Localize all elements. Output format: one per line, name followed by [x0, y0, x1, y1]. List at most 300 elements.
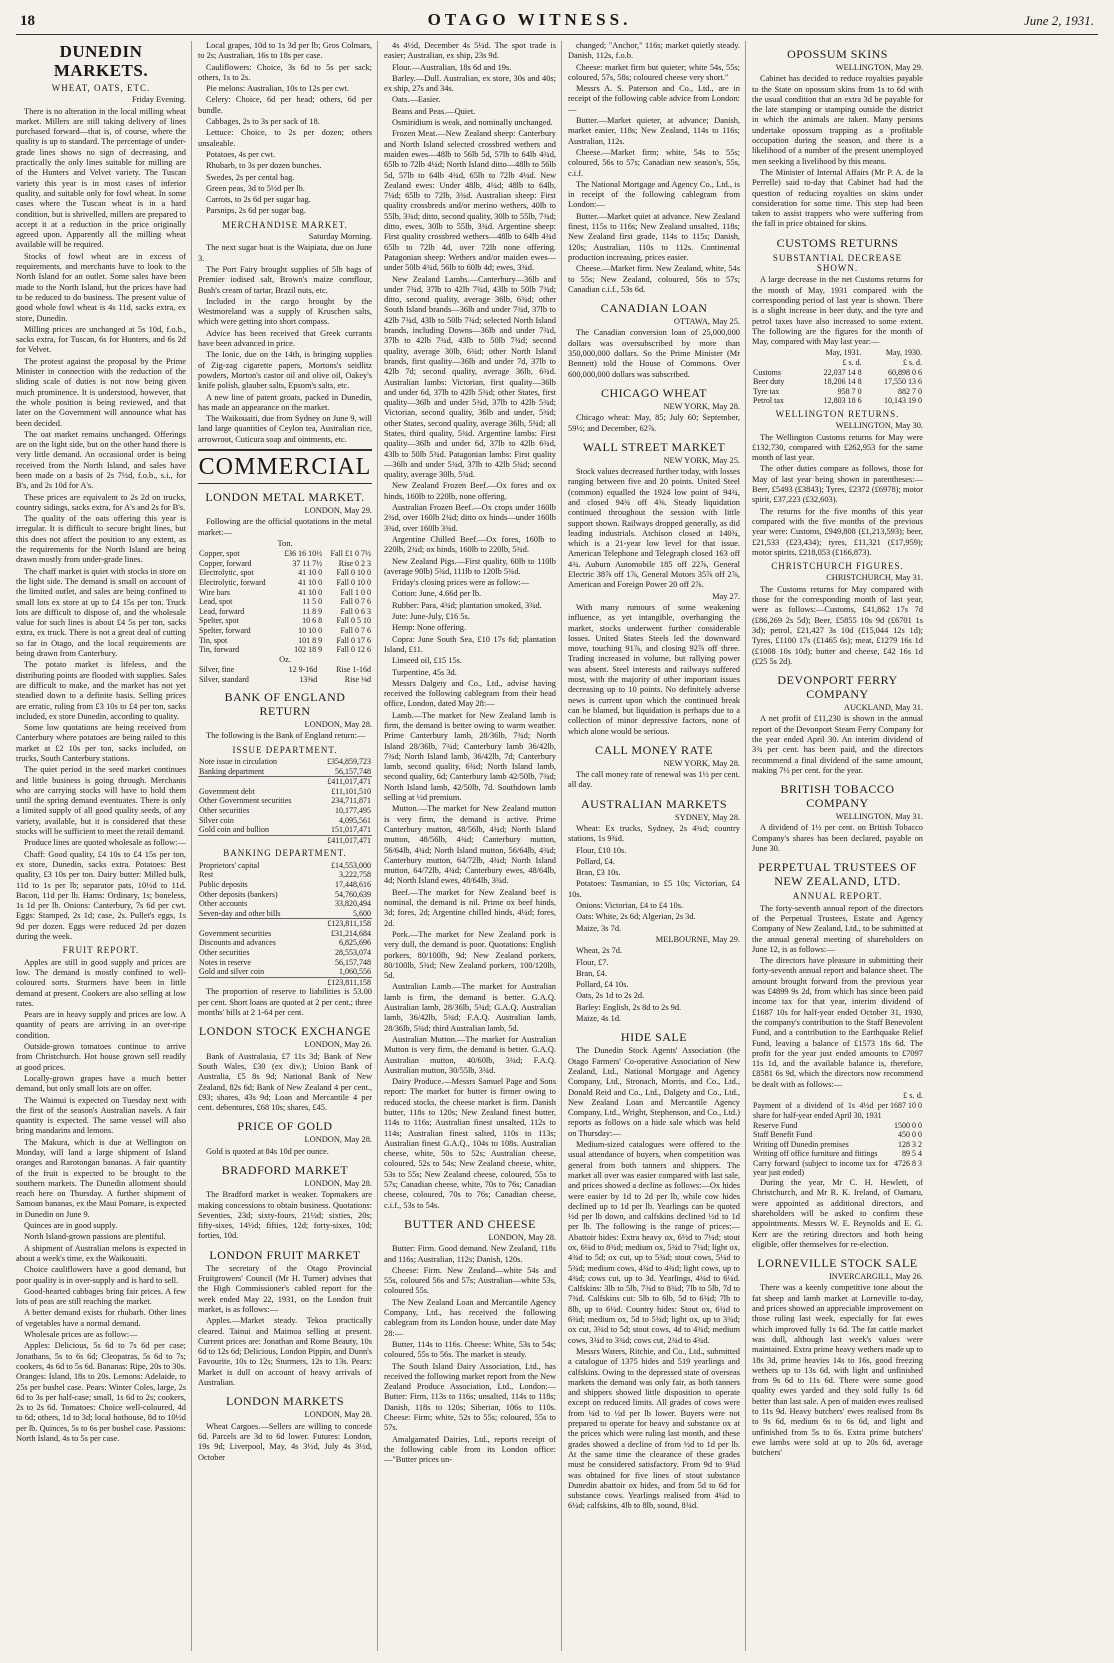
table-cell: 128 3 2 [898, 1139, 922, 1149]
table-cell: 22,037 14 8 [823, 367, 862, 377]
paragraphs [16, 107, 186, 943]
paragraph: The Makura, which is due at Wellington on Monday, will land a large shipment of Island oranges and Rarotongan bananas. A fair quantity of the fruit is expected to be brought to the southern markets. The Dunedin allotment should reach here on Thursday. A further shipment of Samoan bananas, ex the Maui Pomare, is expected in Dunedin on June 9. [16, 1137, 186, 1219]
column-4 [568, 41, 746, 1651]
paragraph: The South Island Dairy Association, Ltd., has received the following market report from the New Zealand Produce Association, Ltd., London:—Butter: Firm, 113s to 116s; unsalted, 114s to 118s; Danish, 118s to 120s; Siberian, 106s to 110s. Cheese: Firm; white, 52s to 55s; coloured, 55s to 57s. [384, 1361, 556, 1433]
paragraph: Wheat: Ex trucks, Sydney, 2s 4¾d; country stations, 1s 9¾d. [568, 824, 740, 844]
body-text: A net profit of £11,230 is shown in the annual report of the Devonport Steam Ferry Company for the year ended April 30. An interim dividend of 3¾ per cent. has been paid, and the directors recommend a final dividend of the same amount, making 7½ per cent. for the year. [752, 714, 923, 775]
table-cell: Fall 0 10 0 [336, 568, 371, 578]
table-cell: Fall £1 0 7½ [330, 549, 371, 559]
table-cell: 12 9-16d [288, 665, 318, 674]
dateline: LONDON, May 28. [304, 1410, 372, 1420]
table-cell: 3,222,758 [339, 870, 371, 880]
table-units-row [752, 358, 923, 368]
masthead [16, 10, 1098, 35]
table-cell: Tin, spot [199, 635, 228, 645]
paragraph: Oats.—Easier. [392, 95, 441, 105]
paragraph: New Zealand Frozen Beef.—Ox fores and ox hinds, 160lb to 220lb, none offering. [384, 481, 556, 501]
paragraph: Butter: Firm. Good demand. New Zealand, 118s and 116s; Australian, 112s; Danish, 120s. [384, 1244, 556, 1264]
unit-label: Ton. [277, 538, 293, 548]
table-cell: Silver, fine [199, 665, 235, 674]
paragraph: The Port Fairy brought supplies of 5lb bags of Premier iodised salt, Brown's maize cornflour, Bush's cream of tartar, Brazil nuts, etc. [198, 264, 372, 295]
table-cell: £31,214,684 [331, 928, 371, 938]
table-row [198, 870, 372, 880]
body-text: Bank of Australasia, £7 11s 3d; Bank of New South Wales, £30 (ex div.); Union Bank of Australia, £5 8s 9d; National Bank of New Zealand, 82s 6d; Bank of New Zealand 4 per cent., £93; shares, 43s 9d; Loan and Mercantile 4 per cent. debentures, £68 10s; shares, £45. [198, 1051, 372, 1113]
dateline: Friday Evening. [132, 95, 186, 105]
subhead-annual-report: ANNUAL REPORT. [792, 891, 883, 902]
table-cell: Writing off office furniture and fittings [753, 1149, 878, 1159]
dateline: NEW YORK, May 25. [663, 455, 740, 465]
table-cell: Note issue in circulation [199, 757, 277, 767]
table-cell: 450 0 0 [898, 1130, 922, 1140]
paragraph: Australian Frozen Beef.—Ox crops under 160lb 2¾d, over 160lb 2¾d; ditto ox hinds—under 160lb 3¾d, over 160lb 3¾d. [384, 503, 556, 533]
table-cell: Rise 0 2 3 [338, 558, 371, 568]
table-row [198, 568, 372, 578]
paragraph: Pie melons: Australian, 10s to 12s per cwt. [206, 84, 350, 94]
paragraph: North Island-grown passions are plentiful. [24, 1232, 166, 1242]
paragraph: New Zealand Pigs.—First quality, 60lb to 110lb (average 90lb) 5¾d, 111lb to 120lb 5¾d. [384, 556, 556, 576]
subhead-issue-department: ISSUE DEPARTMENT. [232, 744, 338, 755]
table-header: May, 1930. [885, 348, 922, 358]
table-row [198, 796, 372, 806]
paragraph: Copra: June South Sea, £10 17s 6d; plantation Island, £11. [384, 634, 556, 654]
table-cell: £36 16 10½ [284, 549, 323, 559]
paragraph: The Minister of Internal Affairs (Mr P. A. de la Perrelle) said to-day that Cabinet had had the question of reducing royalties on skins under consideration for some time. This step had been taken to assist trappers who were suffering from the fall in price obtained for skins. [752, 167, 923, 229]
paragraph: Cabinet has decided to reduce royalties payable to the State on opossum skins from 1s to 6d with the usual condition that an extra 3d be payable for the late stamping or stamping outside the district in which the animals are taken. Many persons undertake opossum trapping as a profitable occupation during the season, and there is a likelihood of a number of the present unemployed men seeking a livelihood by this means. [752, 74, 923, 166]
table-cell: £ s. d. [842, 358, 862, 368]
table-cell: Staff Benefit Fund [753, 1130, 813, 1140]
article-title-price-of-gold: PRICE OF GOLD [237, 1119, 333, 1134]
table-cell: 151,017,471 [331, 825, 371, 835]
paragraphs [16, 958, 186, 1445]
table-cell: Beer duty [753, 377, 785, 387]
paragraph: Flour.—Australian, 18s 6d and 19s. [392, 62, 512, 72]
article-title-butter-cheese: BUTTER AND CHEESE [404, 1216, 536, 1231]
table-row [752, 377, 923, 387]
table-row [198, 675, 372, 685]
table-row [198, 948, 372, 958]
table-cell: 958 7 0 [837, 386, 862, 396]
table-cell: Fall 0 10 0 [336, 577, 371, 587]
table-cell: 56,157,748 [335, 957, 371, 967]
table-cell: Customs [753, 367, 782, 377]
paragraph: The oat market remains unchanged. Offerings are on the light side, but on the other hand there is very little demand. An occasional order is being received from the North Island, and sales have been made on a basis of 2s 7½d, f.o.b., s.i., for B's, and 2s 10d for A's. [16, 429, 186, 491]
article-title-canadian-loan: CANADIAN LOAN [600, 301, 708, 316]
table-cell: £ s. d. [902, 358, 922, 368]
table-cell: 41 10 0 [298, 568, 323, 578]
paragraph: Linseed oil, £15 15s. [392, 656, 463, 666]
dateline: Saturday Morning. [308, 232, 372, 242]
table-cell: 17,550 13 6 [884, 377, 922, 387]
dateline: LONDON, May 28. [304, 1179, 372, 1188]
paragraph: changed; "Anchor," 116s; market quietly steady. Danish, 112s, f.o.b. [568, 41, 740, 61]
table-row [752, 368, 923, 378]
table-row [198, 665, 372, 675]
paragraph: Onions: Victorian, £4 to £4 10s. [576, 901, 684, 911]
paragraph: Dairy Produce.—Messrs Samuel Page and Sons report: The market for butter is firmer owing to reduced stocks, the cheese market is firm. Danish butter, 118s to 120s; New Zealand finest butter, 114s to 116s; Australian finest unsalted, 112s to 114s; Australian finest salted, 110s to 113s; Australian finest G.A.Q., 104s to 108s. Australian cheese, white, 50s to 52s; Australian cheese, coloured, 52s to 54s; New Zealand cheese, white, 53s to 55s; New Zealand cheese, coloured, 55s to 57s; Canadian cheese, white, 70s to 76s; Canadian cheese, coloured, 70s to 76s; Canadian cheese, c.i.f., 53s to 54s. [384, 1077, 556, 1210]
paragraph: The directors have pleasure in submitting their forty-seventh annual report and balance sheet. The amount brought forward from the previous year was £4899 9s 2d, from which has since been paid income tax for that year, interim dividend of £1687 10s for half-year ended October 31, 1930, the company's contribution to the Staff Benevolent Fund, and a contribution to the Earthquake Relief Fund, leaving a balance of £1573 18s 6d. The profit for the year just ended amounts to £7097 11s 1d, and the available balance is, therefore, £8581 6s 9d, which the directors now recommend be dealt with as follows:— [752, 956, 923, 1089]
paragraphs [198, 243, 372, 445]
column-5 [752, 41, 928, 1651]
paragraph: Cabbages, 2s to 3s per sack of 18. [206, 117, 320, 127]
banking-table [198, 861, 372, 988]
table-cell: Notes in reserve [199, 957, 251, 967]
paragraphs [568, 824, 740, 934]
article-title-devonport: DEVONPORT FERRY COMPANY [777, 673, 898, 702]
article-title-dunedin-markets: DUNEDIN MARKETS. [53, 42, 149, 80]
table-cell: Fall 0 5 10 [336, 616, 371, 626]
unit-label: £ s. d. [902, 1091, 923, 1101]
table-cell: Tyre tax [753, 386, 780, 396]
table-row [198, 607, 372, 617]
subhead-banking-department: BANKING DEPARTMENT. [223, 848, 347, 859]
paragraph: Flour, £7. [576, 957, 609, 967]
paragraph: New Zealand Lambs.—Canterbury—36lb and under 7¾d, 37lb to 42lb 7¾d, 43lb to 50lb 7¾d; ditto, second quality, average 36lb, 6¾d; other South Island brands—36lb and under 7¾d, 37lb to 42lb 7¾d, 43lb to 50lb 7¾d; selected North Island brands, including Downs—36lb and under 7¾d, 37lb to 42lb 7¾d, 43lb to 50lb 7¾d; second quality, average 30lb, 6¾d; other North Island brands, first quality—36lb and under 7d, 37lb to 42lb 7d; second quality, average 36lb, 6¾d. Australian lambs: Victorian, first quality—36lb and under 6d, 37lb to 42lb 5¾d; other States, first quality—36lb and under 5¾d, 37lb to 42lb 5¾d; Victorian, second quality, 36lb and under, 5¾d; other States, second quality, average 36lb, 5¾d; all States, third quality, 5¾d. Argentine lambs: First quality—36lb and under 6d, 37lb to 42lb 6¾d, 43lb to 50lb 5¾d. Patagonian lambs: First quality—36lb and under 5¾d, 37lb to 42lb 5¾d; second quality, average 30lb, 5¾d. [384, 274, 556, 480]
dateline: LONDON, May 28. [304, 1135, 372, 1145]
table-row [752, 1121, 923, 1131]
paragraph: The Ionic, due on the 14th, is bringing supplies of Zig-zag cigarette papers, Mortons's seidlitz powders, Morton's castor oil and olive oil, Oakey's knife polish, glauber salts, Epsom's salts, etc. [198, 350, 372, 391]
table-row [752, 1101, 923, 1120]
table-cell: 11 8 9 [302, 606, 323, 616]
table-total: £411,017,471 [315, 777, 372, 787]
table-cell: 10,143 19 0 [884, 396, 922, 406]
article-title-australian-markets: AUSTRALIAN MARKETS [580, 796, 727, 811]
paragraphs [384, 41, 556, 1211]
paragraph: Mutton.—The market for New Zealand mutton is very firm, the demand is active. Prime Canterbury mutton, 48/56lb, 4¾d; North Island mutton, 48/56lb, 4¾d; Canterbury mutton, 56/64lb, 4¾d; North Island mutton, 56/64lb, 4¾d; Canterbury mutton, 64/72lb, 4¾d; North Island mutton, 64/72lb, 4¾d; Canterbury ewes, 48/64lb, 4d; North Island ewes, 48/64lb, 3¾d. [384, 804, 556, 886]
table-row [198, 890, 372, 900]
paragraph: Messrs Dalgety and Co., Ltd., advise having received the following cablegram from their head office, London, dated May 28:— [384, 678, 556, 709]
table-cell: Carry forward (subject to income tax for year just ended) [753, 1158, 888, 1178]
table-cell: Public deposits [199, 879, 248, 889]
paragraph: Friday's closing prices were as follow:— [392, 578, 530, 588]
subhead-christchurch-figures: CHRISTCHURCH FIGURES. [771, 561, 904, 572]
table-cell: 33,820,494 [335, 899, 371, 909]
paragraph: Apples: Delicious, 5s 6d to 7s 6d per case; Jonathans, 5s to 6s 6d; Cleopatras, 5s 6d to 7s; cookers, 4s 6d to 5s 6d. Bananas: Ripe, 20s to 30s. Oranges: Island, 18s to 20s. Lemons: Adelaide, to 25s per bushel case. Pears: Winter Coles, large, 2s 6d to 3s per half-case; small, 1s 6d to 2s; cookers, 2s to 2s 6d. Tomatoes: Choice well-coloured, 4d to 6d; others, 1d to 3d; local hothouse, 8d to 10½d per lb. Quinces, 5s to 6s per bushel case. Passions: North Island, 4s to 5s per case. [16, 1341, 186, 1443]
table-cell: 1,060,556 [339, 967, 371, 977]
table-row [198, 899, 372, 909]
column-1 [16, 41, 192, 1651]
table-cell: 11 5 0 [302, 597, 323, 607]
paragraph: Medium-sized catalogues were offered to the usual attendance of buyers, when competition was general from both tanners and shippers. The market all over was easier compared with last sale, and prices showed a decline as follows:—Ox hides were easier by 1d to 2d per lb, while cow hides declined up to 1d per lb. Yearlings can be quoted ½d per lb down, and calfskins declined ½d to 1d per lb. The following is the range of prices:—Abattoir hides: Extra heavy ox, 6½d to 7¼d; stout ox, 6¼d to 8¾d; medium ox, 5¾d to 7¼d; light ox, 4¾d to 5d; ox cut, up to 5¾d; stout cows, 5¼d to 5¾d; medium cows, 4¾d to 4¾d; light cows, up to 4¾d; cows cut, up to 3d. Yearlings, 4¾d to 6¼d. Calfskins: 3lb to 5lb, 7¾d to 8¾d; 7lb to 5lb, 7d to 7¾d. Calfskins cut: 5lb to 6lb, 5d to 6¾d; 7lb to 8lb, up to 6¼d. Country hides: Stout ox, 6¾d to 6¾d; medium ox, 5d to 5¾d; light ox, up to 3¾d; ox cut, 3¾d to 5d; stout cows, 4d to 4¾d; medium cows, 3¾d to 3¾d; cows cut, 2¾d to 4¾d. [568, 1140, 740, 1345]
table-row [752, 1159, 923, 1178]
appropriation-table [752, 1101, 923, 1178]
paragraph: A shipment of Australian melons is expected in about a week's time, ex the Waikouaiti. [16, 1243, 186, 1263]
article-title-bank-of-england: BANK OF ENGLAND RETURN [224, 690, 346, 719]
dateline: LONDON, May 28. [304, 720, 372, 730]
table-cell: 102 18 9 [294, 645, 323, 655]
dateline: SYDNEY, May 28. [675, 812, 740, 822]
table-cell: Gold coin and bullion [199, 825, 269, 835]
paragraph: Chaff: Good quality, £4 10s to £4 15s per ton, ex store, Dunedin, sacks extra. Potatoes: Best quality, £3 10s per ton. Dairy butter: Milled bulk, 11d to 1s per lb; separator pats, 10½d to 11d. Bacon, 11d per lb. Hams: Ordinary, 1s; boneless, 1s 1d per lb. Onions: Canterbury, 7s 6d per cwt. Eggs: Stamped, 2s 1d; case, 2s. Pullet's eggs, 1s 9d per dozen. Eggs were reduced 2d per dozen during the week. [16, 849, 186, 942]
body-text: Stock values decreased further today, with losses ranging between five and 20 points. United Steel (common) equalled the 1924 low point of 94¾, and closed 94¾ off 4⅜. Steady liquidation continued throughout the session with little support shown. Railways dropped generally, as did leading industrials. Atchison closed at 140¾, which is a 21-year low level for that issue. American Telephone and Telegraph closed 163 off 4¾. Auburn Automobile 185 off 22⅞, General Electric 38⅞ off 1⅞, General Motors 35⅞ off 2⅞, American and Foreign Power 20 off 2⅞. [568, 467, 740, 590]
paragraph: Cheese: market firm but quieter; white 54s, 55s; coloured, 57s, 58s; coloured cheese very short." [568, 62, 740, 82]
table-cell: Copper, spot [199, 549, 240, 559]
paragraph: Beef.—The market for New Zealand beef is nominal, the demand is nil. Prime ox beef hinds, 3d; fores, 2d; Argentine chilled hinds, 4¼d; fores, 2d. [384, 887, 556, 928]
paragraph: There is no alteration in the local milling wheat market. Millers are still taking delivery of lines purchased forward—that is, of course, where the quality is up to standard. The percentage of under-grade lines shows no sign of decreasing, and practically the only lines suitable for milling are of the Hunters and Velvet variety. The Tuscan variety this year is in most cases of inferior quality, and suitable only for fowl wheat. In some cases where the Tuscan wheat is in a hard condition, but is shrivelled, millers are prepared to accept it at a reduction in the price originally agreed upon. Apparently all the milling wheat available will be required. [16, 106, 186, 250]
table-cell: Rest [199, 870, 214, 880]
article-title-opossum: OPOSSUM SKINS [787, 47, 888, 61]
paragraph: Butter, 114s to 116s. Cheese: White, 53s to 54s; coloured, 55s to 56s. The market is steady. [384, 1339, 556, 1360]
table-cell: 89 5 4 [902, 1149, 922, 1159]
paragraph: The potato market is lifeless, and the distributing points are flooded with supplies. Sales are difficult to make, and the market has not yet steadied down to a definite basis. Selling prices are erratic, ruling from £3 10s to £4 per ton, sacks included, ex store Dunedin, according to quality. [16, 660, 186, 721]
table-header [752, 348, 802, 358]
table-cell: Discounts and advances [199, 938, 276, 948]
table-cell: Tin, forward [199, 645, 240, 655]
paragraph: Cheese: Firm. New Zealand—white 54s and 55s, coloured 56s and 57s; Australian—white 53s, coloured 55s. [384, 1265, 556, 1296]
subhead-wheat-oats: WHEAT, OATS, ETC. [51, 83, 151, 93]
body-text: Apples.—Market steady. Tekoa practically cleared. Tainui and Maimoa selling at present. Current prices are: Jonathan and Rome Beauty, 10s 6d to 12s 6d; Delicious, London Pippin, and Dunn's Favourite, 10s to 12s; Sturmers, 12s to 13s. Pears: Market is dull on account of heavy arrivals of Australian. [198, 1316, 372, 1388]
paragraph: The quality of the oats offering this year is irregular. It is difficult to secure bright lines, but this does not affect the position to any extent, as the requirements for the North Island are being drawn mostly from under-grade lines. [16, 514, 186, 565]
paragraph: Barley: English, 2s 8d to 2s 9d. [576, 1002, 682, 1012]
dateline: WELLINGTON, May 30. [835, 421, 923, 431]
table-cell: 37 11 7½ [292, 558, 323, 568]
paragraph: The other duties compare as follows, those for May of last year being shown in parentheses:—Beer, £5493 (£3843); Tyres, £2372 (£6978); motor spirit, £37,223 (£32,603). [752, 464, 923, 505]
paragraph: Wholesale prices are as follow:— [24, 1330, 138, 1340]
body-text: A large decrease in the net Customs returns for the month of May, 1931 compared with the corresponding period of last year is shown. There is a slight increase in beer duty, and the tyre and petrol taxes have also increased to some extent. The following are the figures for the month of May, compared with May last year:— [752, 275, 923, 347]
metal-table [198, 549, 372, 655]
body-text: The call money rate of renewal was 1½ per cent. all day. [568, 770, 740, 790]
table-cell [752, 358, 802, 368]
subhead-merchandise: MERCHANDISE MARKET. [222, 219, 348, 230]
table-cell: 234,711,871 [331, 796, 371, 806]
table-cell: 13⅜d [299, 674, 318, 684]
paragraph: Lamb.—The market for New Zealand lamb is firm, the demand is better owing to warm weather. Prime Canterbury lamb, 28/36lb, 7¾d; North Island 28/36lb, 7¾d; Canterbury lamb 36/42lb, 7¾d; North Island lamb, 36/42lb, 7d; Canterbury lamb, second quality, 6¾d; North Island lamb, second quality, 6d; Canterbury lamb 42/50lb, 7¾d; North Island lamb, 42/50lb, 7d. Southdown lamb selling at ½d premium. [384, 710, 556, 803]
paragraph: Swedes, 2s per cental bag. [206, 172, 295, 182]
paragraph: The Waimui is expected on Tuesday next with the first of the season's Australian navels. A fair quantity is expected. The same vessel will also bring mandarins and lemons. [16, 1095, 186, 1136]
table-cell: 6,825,696 [339, 938, 371, 948]
paragraphs [568, 946, 740, 1024]
table-cell: 5,600 [353, 908, 371, 918]
paragraph: Cauliflowers: Choice, 3s 6d to 5s per sack; others, 1s to 2s. [198, 62, 372, 82]
paper-title: OTAGO WITNESS. [427, 10, 632, 29]
paragraph: Bran, £3 10s. [576, 868, 621, 878]
table-row [752, 1140, 923, 1150]
table-row [198, 825, 372, 835]
paragraph: Osmiridium is weak, and nominally unchanged. [392, 118, 553, 128]
paragraph: Rhubarb, to 3s per dozen bunches. [206, 161, 322, 171]
column-2 [198, 41, 378, 1651]
table-total: £411,017,471 [315, 835, 372, 845]
table-cell: 4,095,561 [339, 815, 371, 825]
paragraph: Pollard, £4. [576, 856, 615, 866]
table-cell: Government securities [199, 928, 272, 938]
table-cell: 54,760,639 [335, 889, 371, 899]
dateline: WELLINGTON, May 31. [835, 812, 923, 822]
paragraph: Apples are still in good supply and prices are low. The demand is mostly confined to well-coloured sorts. Sturmers have been in little demand at present. Cookers are also selling at low rates. [16, 957, 186, 1008]
paragraph: The protest against the proposal by the Prime Minister in connection with the reduction of the sliding scale of duties is not now being given much prominence. It is understood, however, that the whole position is being reviewed, and that later on the Government will announce what has been decided. [16, 356, 186, 428]
paragraph: Messrs Waters, Ritchie, and Co., Ltd., submitted a catalogue of 1375 hides and 519 yearlings and calfskins. Owing to the depressed state of overseas markets the demand was only fair, as both tanners and shippers showed little disposition to operate except on reduced limits. All grades of cows were from ¼d to ½d per lb lower. Buyers were not prepared to operate for heavy and substance ox at the prices which were ruling last month, and these grades showed a decline of from ½d to 1d per lb. At the same time the clearance of these grades must be considered satisfactory. From 9d to 9¾d was obtained for five lines of stout substance Dunedin abattoir ox hides, and from 5d to 6d for substance cows. Yearlings realised from 4¼d to 6¼d; calfskins, 4lb to 8lb, sound, 8¾d. [568, 1346, 740, 1511]
table-row [198, 967, 372, 977]
table-row [198, 816, 372, 826]
table-row [752, 387, 923, 397]
intro-text: Following are the official quotations in the metal market:— [198, 517, 372, 537]
silver-table [198, 665, 372, 684]
table-header-row [752, 348, 923, 358]
paragraph: Cheese.—Market firm. New Zealand, white, 54s to 55s; New Zealand, coloured, 56s to 57s; Canadian c.i.f., 53s 6d. [568, 264, 740, 294]
table-cell: 882 7 0 [898, 386, 922, 396]
body-text: Chicago wheat: May, 85; July 60; September, 59½; and December, 62⅞. [568, 413, 740, 433]
table-cell: 101 8 9 [298, 635, 323, 645]
article-title-perpetual-trustees: PERPETUAL TRUSTEES OF NEW ZEALAND, LTD. [758, 860, 917, 889]
table-cell: 4726 8 3 [894, 1158, 922, 1168]
table-cell: Government debt [199, 786, 255, 796]
paragraph: Argentine Chilled Beef.—Ox fores, 160lb to 220lb, 2¾d; ox hinds, 160lb to 220lb, 5¾d. [384, 534, 556, 555]
table-cell: Other deposits (bankers) [199, 889, 278, 899]
table-row [752, 1130, 923, 1140]
paragraph: Outside-grown tomatoes continue to arrive from Christchurch. Hot house grown sell readily at good prices. [16, 1042, 186, 1072]
paragraph: The chaff market is quiet with stocks in store on the light side. The demand is small on account of the limited outlet, and sales are being confined to small lots ex store at up to £4 15s per ton. Truck lots are difficult to dispose of, and the wholesale value for such lines is about £4 5s per ton, sacks extra, ex truck. There is not a great deal of cutting so far in Otago, and the local requirements are being drawn from Canterbury. [16, 566, 186, 659]
paragraph: Good-hearted cabbages bring fair prices. A few lots of peas are still reaching the market. [16, 1286, 186, 1307]
table-cell: 56,157,748 [335, 766, 371, 776]
table-total: £123,811,158 [310, 977, 372, 987]
paragraph: Produce lines are quoted wholesale as follow:— [24, 838, 186, 848]
table-cell: Gold and silver coin [199, 967, 265, 977]
paragraph: Lettuce: Choice, to 2s per dozen; others unsaleable. [198, 128, 372, 148]
paragraph: Rubber: Para, 4¾d; plantation smoked, 3¾d. [392, 600, 542, 610]
table-cell: 12,803 18 6 [823, 396, 862, 406]
paragraph: Jute: June-July, £16 5s. [392, 612, 470, 622]
table-total: £123,811,158 [310, 919, 372, 929]
body-text: The Customs returns for May compared with those for the corresponding month of last year, were as follows:—Customs, £41,862 17s 7d (£86,269 2s 5d); Beer, £5855 10s 9d (£6701 1s 3d); petrol, £21,427 3s 10d (£15,044 12s 1d); Tyres, £1100 17s (£1465 6s); meat, £1279 16s 1d (£1008 10s 10d); butter and cheese, £42 16s 1d (£25 5s 2d). [752, 584, 923, 666]
table-cell: Rise ⅛d [344, 674, 371, 684]
paragraph: Oats: White, 2s 6d; Algerian, 2s 3d. [576, 912, 696, 922]
paragraph: Australian Mutton.—The market for Australian Mutton is very firm, the demand is better. G.A.Q. Australian mutton, 40/60lb, 3¾d; F.A.Q. Australian mutton, 30/55lb, 3¾d. [384, 1034, 556, 1075]
paragraph: Choice cauliflowers have a good demand, but poor quality is in over-supply and is hard to sell. [16, 1265, 186, 1285]
paragraph: Wheat, 2s 7d. [576, 946, 623, 956]
table-cell: Other securities [199, 806, 250, 816]
table-row [198, 909, 372, 919]
table-row [198, 645, 372, 655]
table-row [198, 880, 372, 890]
paragraph: The National Mortgage and Agency Co., Ltd., is in receipt of the following cablegram from London:— [568, 179, 740, 210]
paragraph: Maize, 3s 7d. [576, 923, 622, 933]
paragraph: Potatoes, 4s per cwt. [206, 149, 276, 159]
table-row [198, 578, 372, 588]
paragraphs [752, 904, 923, 1090]
paragraph: Australian Lamb.—The market for Australian lamb is firm, the demand is better. G.A.Q. Australian lamb, 28/36lb, 5¾d; G.A.Q. Australian lamb, 36/42lb, 5¾d; F.A.Q. Australian lamb, 28/36lb, 5¾d; third Australian lamb, 5d. [384, 982, 556, 1033]
table-cell: 18,206 14 8 [823, 377, 862, 387]
dateline: WELLINGTON, May 29. [835, 63, 923, 72]
paragraph: 4s 4½d, December 4s 5¼d. The spot trade is easier; Australian, ex ship, 23s 9d. [384, 41, 556, 61]
body-text: The Canadian conversion loan of 25,000,000 dollars was oversubscribed by more than 350,000,000 dollars. So the Prime Minister (Mr Bennett) told the House of Commons. Over 600,000,000 dollars was subscribed. [568, 328, 740, 379]
paragraph: The next sugar boat is the Waipiata, due on June 3. [198, 243, 372, 263]
article-title-call-money: CALL MONEY RATE [595, 742, 713, 757]
body-text: Wheat Cargoes.—Sellers are willing to concede 6d. Parcels are 3d to 6d lower. Futures: London, 19s 9d; Liverpool, May, 4s 3½d, July 4s 3½d, October [198, 1421, 372, 1462]
table-row [198, 861, 372, 871]
paragraph: Amalgamated Dairies, Ltd., reports receipt of the following cable from its London office:—"Butter prices un- [384, 1434, 556, 1465]
article-title-stock-exchange: LONDON STOCK EXCHANGE [198, 1024, 372, 1039]
table-cell: 1687 10 0 [890, 1101, 922, 1111]
table-cell: Fall 0 17 6 [336, 635, 371, 645]
paragraph: Included in the cargo brought by the Westmoreland was a supply of Kruschen salts, which were getting into short compass. [198, 296, 372, 327]
paragraph: The Waikouaiti, due from Sydney on June 9, will land large quantities of Ceylon tea, Australian rice, arrowroot, Cuticura soap and ointments, etc. [198, 414, 372, 444]
table-cell: £354,859,723 [327, 757, 371, 767]
dateline: May 27. [712, 591, 740, 601]
table-row [198, 616, 372, 626]
dateline: OTTAWA, May 25. [673, 317, 740, 327]
table-cell: Fall 1 0 0 [340, 587, 371, 597]
table-cell: Seven-day and other bills [199, 908, 281, 918]
article-title-metal-market: LONDON METAL MARKET. [205, 489, 365, 504]
table-cell: Spelter, forward [199, 625, 251, 635]
article-title-london-markets: LONDON MARKETS [226, 1394, 344, 1409]
article-title-london-fruit: LONDON FRUIT MARKET [209, 1247, 361, 1262]
table-row [198, 588, 372, 598]
table-cell: 10 10 0 [298, 625, 323, 635]
table-cell: Wire bars [199, 587, 230, 597]
table-cell: Petrol tax [753, 396, 784, 406]
page-number: 18 [20, 13, 35, 29]
subhead-wellington-returns: WELLINGTON RETURNS. [775, 408, 900, 419]
paragraph: Hemp: None offering. [392, 623, 467, 633]
table-cell: Writing off Dunedin premises [753, 1139, 849, 1149]
table-row [198, 636, 372, 646]
paragraphs [568, 1046, 740, 1511]
dateline: CHRISTCHURCH, May 31. [826, 573, 923, 583]
table-cell: Electrolytic, forward [199, 577, 266, 587]
paragraph: Oats, 2s 1d to 2s 2d. [576, 991, 645, 1001]
paragraph: Pollard, £4 10s. [576, 980, 629, 990]
table-cell: 1500 0 0 [894, 1120, 922, 1130]
table-cell: Silver coin [199, 815, 234, 825]
paragraph: The returns for the five months of this year compared with the five months of the previous year were: Customs, £949,808 (£1,213,593); beer, £21,533 (£23,434); tyres, £11,321 (£17,959); motor spirits, £218,053 (£166,873). [752, 506, 923, 557]
paragraph: Turpentine, 45s 3d. [392, 667, 457, 677]
article-title-british-tobacco: BRITISH TOBACCO COMPANY [780, 782, 895, 811]
table-row [198, 958, 372, 968]
table-cell: 10 6 8 [302, 616, 323, 626]
paragraph: Some low quotations are being received from Canterbury where potatoes are being railed to this market at £2 10s per ton, sacks included, on trucks, South Canterbury stations. [16, 723, 186, 763]
body-text: With many rumours of some weakening influence, as yet intangible, overhanging the market, stocks underwent further considerable losses. United States Steels led the downward move, touching 91⅞, and closing 92⅞ off three. Trading increased in volume, but rallying power was absent. Steel interests and railways suffered most, with the majority of other important issues decreasing up to 10 points. No definitely adverse news is current upon which the continued break can be blamed, but liquidation is perhaps due to a collection of minor depressive factors, none of which alone would be serious. [568, 602, 740, 736]
table-cell: Payment of a dividend of 1s 4½d per share for half-year ended April 30, 1931 [753, 1101, 888, 1120]
paragraph: The forty-seventh annual report of the directors of the Perpetual Trustees, Estate and Agency Company of New Zealand, Ltd., to be submitted at the annual general meeting of shareholders on June 12, is as follows:— [752, 903, 923, 954]
paragraph: These prices are equivalent to 2s 2d on trucks, country sidings, sacks extra, for A's and 2s for B's. [16, 492, 186, 512]
table-cell: Other accounts [199, 899, 248, 909]
table-cell: Lead, forward [199, 606, 245, 616]
table-cell: Fall 0 6 3 [340, 606, 371, 616]
dateline: NEW YORK, May 28. [663, 401, 740, 411]
table-row [198, 787, 372, 797]
article-title-chicago-wheat: CHICAGO WHEAT [601, 385, 707, 400]
body-text: The secretary of the Otago Provincial Fruitgrowers' Council (Mr H. Turner) advises that the High Commissioner's cabled report for the week ended May 22, 1931, on the London fruit market, is as follows:— [198, 1263, 372, 1314]
intro-text: The following is the Bank of England return:— [206, 731, 366, 741]
table-row [198, 626, 372, 636]
column-3 [384, 41, 562, 1651]
dateline: LONDON, May 26. [304, 1040, 372, 1050]
unit-label: Oz. [279, 654, 291, 664]
paragraph: The quiet period in the seed market continues and little business is going through. Merchants who are carrying stocks will have to hold them until the spring demand eventuates. There is only a limited supply of all good quality seeds, of any variety, available, but it is considered that these stocks will be sufficient to meet the retail demand. [16, 765, 186, 837]
paragraphs [752, 433, 923, 559]
dateline: NEW YORK, May 28. [663, 758, 740, 768]
dateline: MELBOURNE, May 29. [655, 934, 740, 944]
table-row [198, 938, 372, 948]
table-row [198, 559, 372, 569]
article-title-lorneville: LORNEVILLE STOCK SALE [757, 1256, 918, 1271]
paragraphs [752, 74, 923, 229]
paragraph: Carrots, to 2s 6d per sugar bag. [206, 195, 311, 205]
table-cell: Electrolytic, spot [199, 568, 254, 578]
table-cell: Spelter, spot [199, 616, 239, 626]
paragraph: Celery: Choice, 6d per head; others, 6d per bundle. [198, 95, 372, 115]
table-cell: £14,553,000 [331, 860, 371, 870]
table-row [752, 1149, 923, 1159]
section-title-commercial: COMMERCIAL [198, 449, 372, 484]
subhead-fruit-report: FRUIT REPORT. [62, 945, 140, 956]
article-title-bradford: BRADFORD MARKET [221, 1163, 349, 1177]
body-text: During the year, Mr C. H. Hewlett, of Christchurch, and Mr R. K. Ireland, of Oamaru, were appointed as additional directors, and shareholders will be asked to confirm these appointments. Messrs W. E. Reynolds and E. G. Kerr are the retiring directors and both being eligible, offer themselves for re-election. [752, 1178, 923, 1249]
paragraph: Flour, £10 10s. [576, 845, 627, 855]
table-cell: £11,101,510 [331, 786, 371, 796]
paragraph: The Dunedin Stock Agents' Association (the Otago Farmers' Co-operative Association of New Zealand, Ltd., National Mortgage and Agency Company, Ltd., Stronach, Morris, and Co., Ltd., Donald Reid and Co., Ltd., Dalgety and Co., Ltd., New Zealand Loan and Mercantile Agency Company, Ltd., Wright, Stephenson, and Co., Ltd.) reports as follows on a hide sale which was held on Thursday:— [568, 1046, 740, 1138]
subhead-customs: SUBSTANTIAL DECREASE SHOWN. [772, 252, 903, 274]
